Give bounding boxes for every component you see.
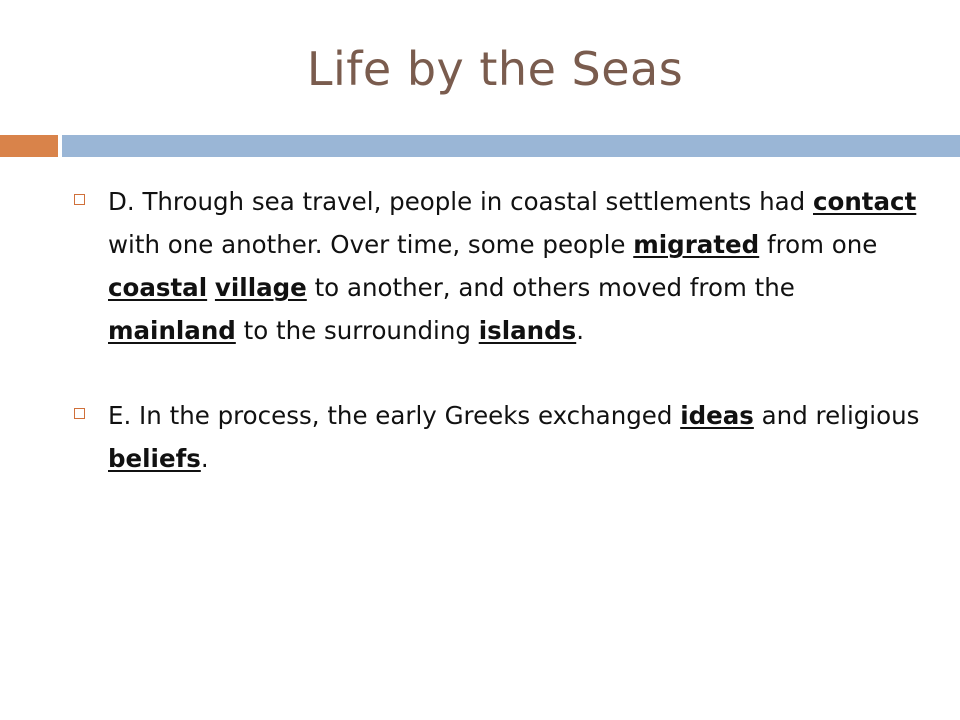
key-term: ideas [680, 401, 754, 430]
key-term: contact [813, 187, 917, 216]
key-term: mainland [108, 316, 236, 345]
key-term: migrated [633, 230, 760, 259]
slide-title: Life by the Seas [306, 42, 684, 96]
square-bullet-icon [74, 194, 85, 205]
bullet-text: with one another. Over time, some people [108, 230, 634, 259]
bullet-text: . [576, 316, 585, 345]
key-term: beliefs [108, 444, 201, 473]
title-accent-bar [0, 135, 58, 157]
key-term: coastal [108, 273, 208, 302]
key-term: village [214, 273, 307, 302]
bullet-text: E. In the process, the early Greeks exchanged [108, 401, 681, 430]
bullet-text: . [200, 444, 209, 473]
bullet-text: to another, and others moved from the [306, 273, 795, 302]
title-divider-bar [62, 135, 960, 157]
bullet-text [207, 273, 215, 302]
bullet-item-e [74, 394, 924, 480]
bullet-list [74, 180, 924, 480]
key-term: islands [478, 316, 577, 345]
bullet-text: and religious [753, 401, 920, 430]
bullet-text: to the surrounding [235, 316, 479, 345]
bullet-text: D. Through sea travel, people in coastal settlements had [108, 187, 813, 216]
square-bullet-icon [74, 408, 85, 419]
bullet-text: from one [759, 230, 878, 259]
bullet-item-d [74, 180, 924, 352]
